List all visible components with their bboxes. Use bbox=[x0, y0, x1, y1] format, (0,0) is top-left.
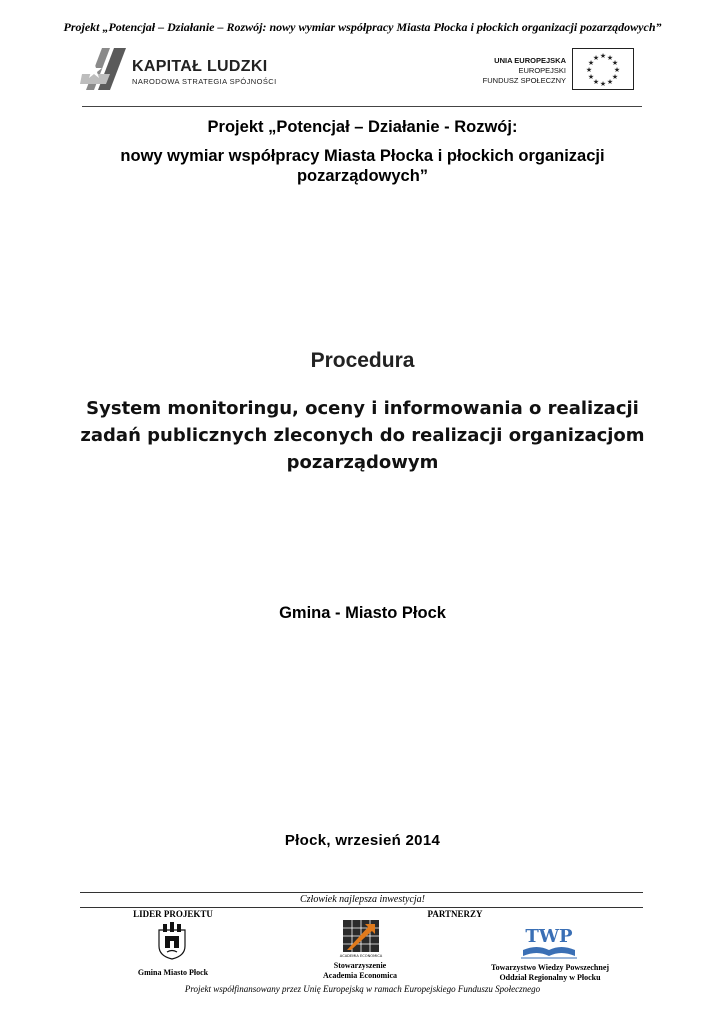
footer-divider-bottom bbox=[80, 907, 643, 908]
partners-label: PARTNERZY bbox=[427, 909, 483, 919]
document-title: System monitoringu, oceny i informowania o realizacji zadań publicznych zleconych do realizacji organizacjom pozarządowym bbox=[80, 398, 645, 473]
svg-text:★: ★ bbox=[611, 59, 619, 67]
issuer: Gmina - Miasto Płock bbox=[279, 604, 446, 622]
plock-coat-of-arms-icon bbox=[157, 922, 187, 960]
partner1-name bbox=[300, 961, 420, 981]
svg-text:★: ★ bbox=[587, 73, 595, 81]
kapital-ludzki-subtitle: NARODOWA STRATEGIA SPÓJNOŚCI bbox=[132, 77, 277, 86]
cofinance-note: Projekt współfinansowany przez Unię Europejską w ramach Europejskiego Funduszu Społecznego bbox=[184, 984, 541, 994]
kapital-ludzki-logo-icon bbox=[80, 44, 130, 92]
eu-flag-icon bbox=[572, 48, 634, 90]
partner1-line1: Stowarzyszenie bbox=[333, 961, 387, 970]
partner1-line2: Academia Economica bbox=[323, 971, 397, 980]
svg-text:★: ★ bbox=[599, 80, 607, 88]
partner2-name bbox=[470, 963, 630, 983]
kapital-ludzki-wordmark bbox=[132, 58, 277, 86]
lider-name: Gmina Miasto Płock bbox=[137, 968, 209, 977]
svg-text:★: ★ bbox=[592, 54, 600, 62]
place-date: Płock, wrzesień 2014 bbox=[284, 832, 441, 849]
eu-wordmark bbox=[470, 56, 566, 86]
svg-text:★: ★ bbox=[613, 66, 621, 74]
twp-logo-icon bbox=[519, 920, 579, 960]
academia-economica-logo-text: ACADEMIA ECONOMICA bbox=[339, 954, 383, 958]
academia-economica-logo-icon bbox=[339, 920, 383, 958]
lider-label: LIDER PROJEKTU bbox=[133, 909, 213, 919]
partner2-line2: Oddział Regionalny w Płocku bbox=[499, 973, 601, 982]
svg-text:★: ★ bbox=[585, 66, 593, 74]
partner2-line1: Towarzystwo Wiedzy Powszechnej bbox=[490, 963, 610, 972]
svg-text:★: ★ bbox=[592, 78, 600, 86]
svg-text:★: ★ bbox=[606, 54, 614, 62]
footer-divider-top bbox=[80, 892, 643, 893]
running-header: Projekt „Potencjał – Działanie – Rozwój: nowy wymiar współpracy Miasta Płocka i płockich organizacji pozarządowych” bbox=[63, 20, 662, 34]
footer-motto: Człowiek najlepsza inwestycja! bbox=[300, 894, 425, 905]
project-title: Projekt „Potencjał – Działanie - Rozwój: bbox=[207, 118, 518, 136]
svg-text:★: ★ bbox=[611, 73, 619, 81]
twp-logo-text: TWP bbox=[525, 926, 573, 947]
kapital-ludzki-title: KAPITAŁ LUDZKI bbox=[132, 58, 268, 75]
project-subtitle: nowy wymiar współpracy Miasta Płocka i płockich organizacji pozarządowych” bbox=[120, 147, 605, 185]
svg-text:★: ★ bbox=[587, 59, 595, 67]
eu-line2: EUROPEJSKI bbox=[518, 66, 566, 75]
header-divider bbox=[82, 106, 642, 107]
eu-line3: FUNDUSZ SPOŁECZNY bbox=[482, 76, 566, 85]
svg-text:★: ★ bbox=[599, 52, 607, 60]
svg-text:★: ★ bbox=[606, 78, 614, 86]
document-type: Procedura bbox=[310, 349, 415, 372]
eu-line1: UNIA EUROPEJSKA bbox=[494, 56, 566, 65]
